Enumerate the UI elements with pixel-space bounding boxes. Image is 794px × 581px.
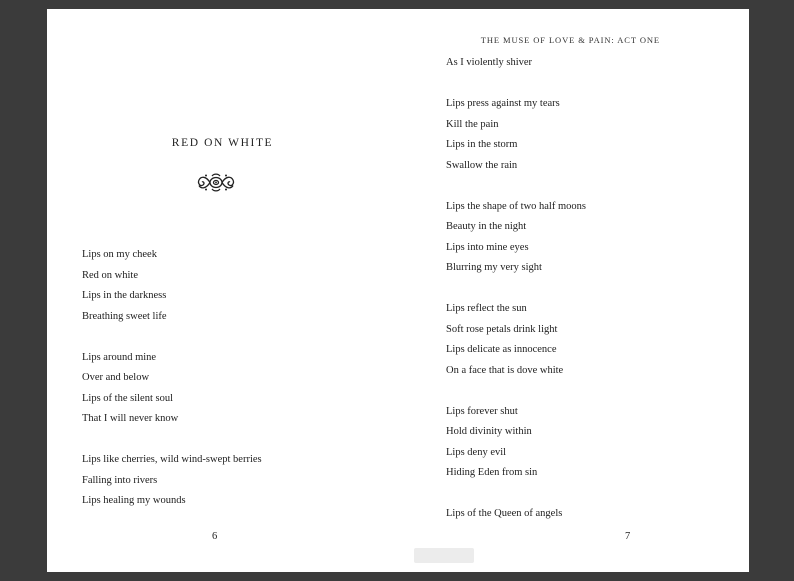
poem-line: Lips of the Queen of angels (446, 508, 563, 519)
poem-line: Breathing sweet life (82, 310, 167, 322)
poem-line: Red on white (82, 269, 138, 281)
chapter-title: RED ON WHITE (171, 137, 274, 149)
poem-line: That I will never know (82, 413, 179, 424)
poem-text-left (82, 245, 262, 512)
book-spread (47, 9, 749, 572)
poem-text-right (446, 53, 586, 525)
fleuron-ornament-icon (196, 172, 236, 193)
page-number-right: 7 (625, 531, 631, 542)
stanza-break (82, 327, 262, 348)
poem-line: Hiding Eden from sin (446, 467, 538, 478)
poem-line: Blurring my very sight (446, 262, 542, 273)
poem-line: Lips deny evil (446, 446, 507, 458)
page-indicator-tab[interactable] (414, 548, 474, 563)
poem-line: Lips healing my wounds (82, 495, 186, 506)
poem-line: As I violently shiver (446, 57, 533, 68)
poem-line: Lips on my cheek (82, 249, 157, 260)
poem-line: Lips like cherries, wild wind-swept berries (82, 454, 262, 465)
poem-line: Lips delicate as innocence (446, 344, 557, 355)
stanza-break (82, 430, 262, 451)
poem-line: Over and below (82, 372, 150, 383)
poem-line: Lips in the storm (446, 139, 518, 150)
left-page (47, 9, 398, 572)
poem-line: Lips of the silent soul (82, 392, 173, 404)
poem-line: Lips around mine (82, 351, 157, 363)
stanza-break (446, 381, 586, 402)
poem-line: Beauty in the night (446, 221, 527, 232)
poem-line: Lips forever shut (446, 405, 518, 417)
poem-line: Falling into rivers (82, 474, 158, 486)
stanza-break (446, 176, 586, 197)
page-number-left: 6 (212, 531, 218, 542)
poem-line: Lips in the darkness (82, 290, 167, 301)
poem-line: Kill the pain (446, 118, 499, 130)
poem-line: On a face that is dove white (446, 364, 564, 376)
poem-line: Soft rose petals drink light (446, 323, 558, 335)
stanza-break (446, 279, 586, 300)
poem-line: Lips the shape of two half moons (446, 200, 586, 212)
poem-line: Lips reflect the sun (446, 303, 527, 314)
poem-line: Hold divinity within (446, 426, 532, 437)
poem-line: Lips into mine eyes (446, 241, 529, 253)
poem-line: Lips press against my tears (446, 98, 560, 109)
running-head: THE MUSE OF LOVE & PAIN: ACT ONE (480, 35, 660, 45)
poem-line: Swallow the rain (446, 159, 518, 171)
stanza-break (446, 484, 586, 505)
stanza-break (446, 74, 586, 95)
right-page (398, 9, 749, 572)
